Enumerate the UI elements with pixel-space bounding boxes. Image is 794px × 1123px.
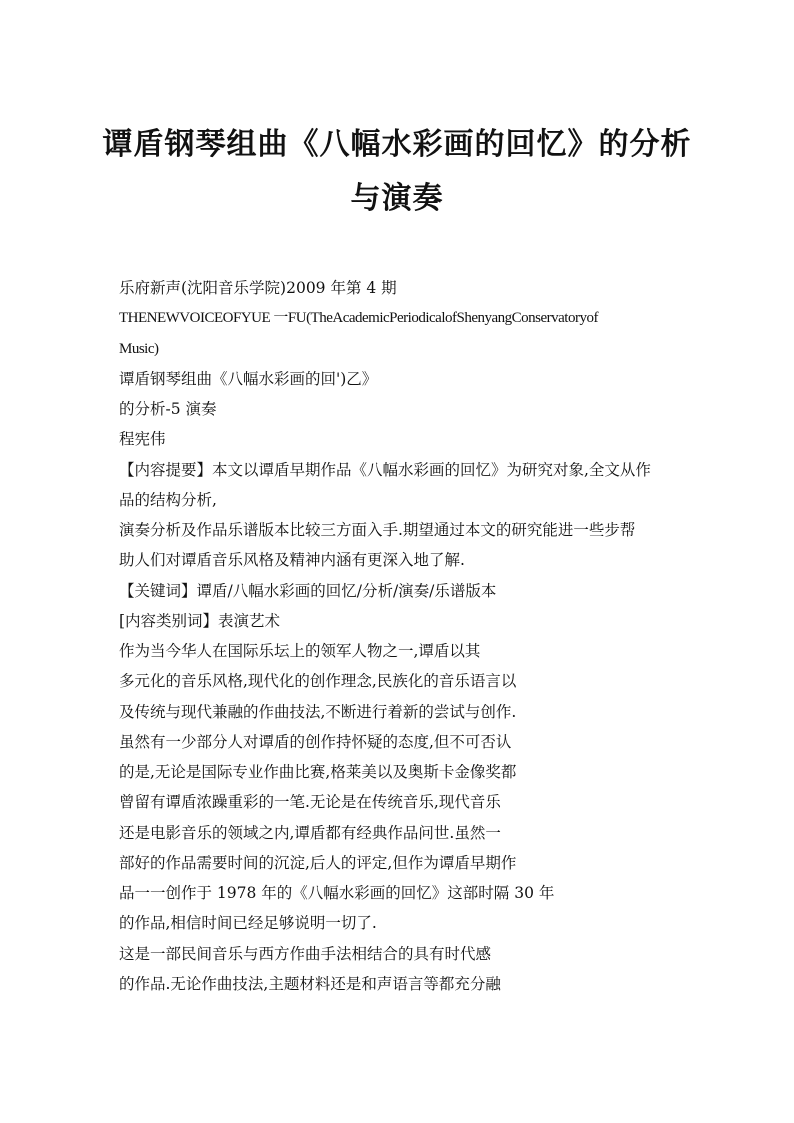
author-name: 程宪伟	[119, 430, 166, 449]
body-paragraph-line: 虽然有一少部分人对谭盾的创作持怀疑的态度,但不可否认	[119, 732, 512, 751]
body-paragraph-line: 及传统与现代兼融的作曲技法,不断进行着新的尝试与创作.	[119, 702, 517, 721]
abstract-line-2: 品的结构分析,	[119, 490, 217, 509]
abstract-line-1: 【内容提要】本文以谭盾早期作品《八幅水彩画的回忆》为研究对象,全文从作	[119, 460, 651, 479]
abstract-line-3: 演奏分析及作品乐谱版本比较三方面入手.期望通过本文的研究能进一些步帮	[119, 521, 636, 539]
body-paragraph-line: 的是,无论是国际专业作曲比赛,格莱美以及奥斯卡金像奖都	[119, 763, 517, 781]
body-paragraph-line: 这是一部民间音乐与西方作曲手法相结合的具有时代感	[119, 944, 492, 963]
category-line: [内容类别词】表演艺术	[119, 611, 281, 630]
abstract-line-4: 助人们对谭盾音乐风格及精神内涵有更深入地了解.	[119, 551, 465, 570]
body-paragraph-line: 部好的作品需要时间的沉淀,后人的评定,但作为谭盾早期作	[119, 853, 517, 872]
body-paragraph-line: 的作品.无论作曲技法,主题材料还是和声语言等都充分融	[119, 974, 501, 993]
body-paragraph-line: 作为当今华人在国际乐坛上的领军人物之一,谭盾以其	[119, 642, 481, 660]
title-line-1: 谭盾钢琴组曲《八幅水彩画的回忆》的分析	[102, 127, 692, 162]
document-body	[119, 273, 679, 999]
subtitle-line-2: 的分析-5 演奏	[119, 400, 217, 418]
keywords-line: 【关键词】谭盾/八幅水彩画的回忆/分析/演奏/乐谱版本	[119, 581, 497, 600]
body-paragraph-line: 多元化的音乐风格,现代化的创作理念,民族化的音乐语言以	[119, 672, 517, 691]
journal-line: 乐府新声(沈阳音乐学院)2009 年第 4 期	[119, 279, 397, 297]
body-paragraph-line: 还是电影音乐的领域之内,谭盾都有经典作品问世.虽然一	[119, 823, 501, 842]
body-paragraph-line: 品一一创作于 1978 年的《八幅水彩画的回忆》这部时隔 30 年	[119, 884, 555, 902]
body-paragraph-line: 曾留有谭盾浓躁重彩的一笔.无论是在传统音乐,现代音乐	[119, 793, 501, 812]
title-line-2: 与演奏	[350, 181, 444, 216]
body-paragraph-line: 的作品,相信时间已经足够说明一切了.	[119, 914, 377, 933]
subtitle-line-1: 谭盾钢琴组曲《八幅水彩画的回')乙》	[119, 369, 378, 388]
document-title	[60, 118, 734, 226]
journal-english-line-1: THENEWVOICEOFYUE 一FU(TheAcademicPeriodicalofShenyangConservatoryof	[119, 310, 598, 327]
journal-english-line-2: Music)	[119, 340, 159, 357]
